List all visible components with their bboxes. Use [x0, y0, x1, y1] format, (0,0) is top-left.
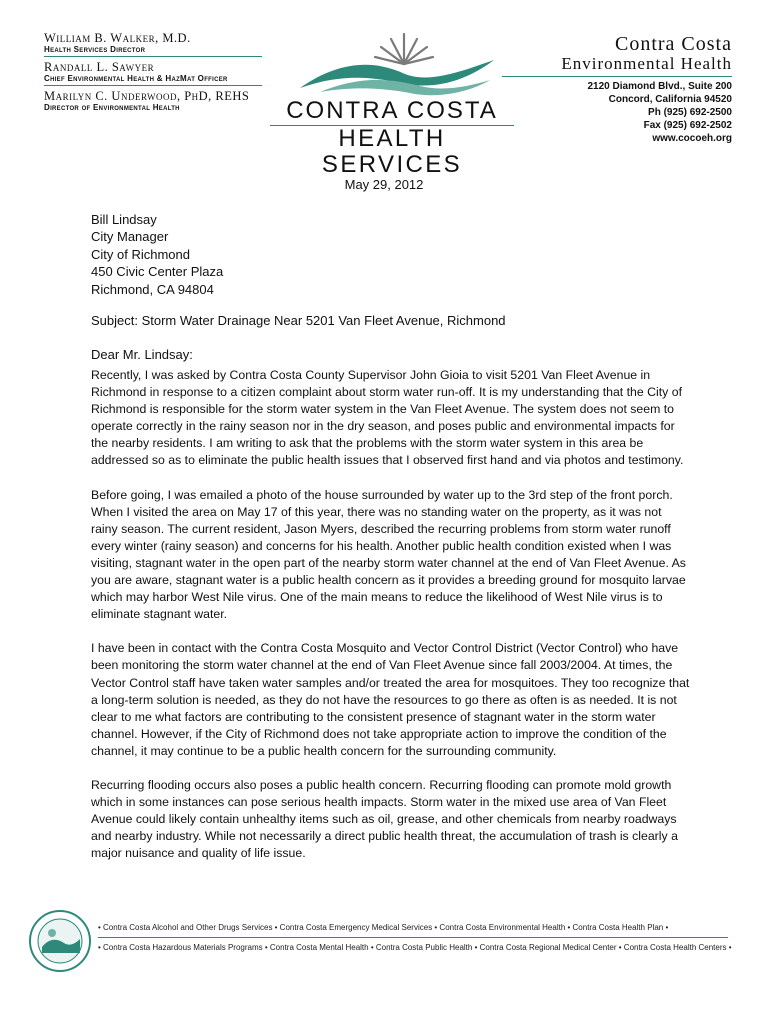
department-header — [502, 34, 732, 145]
phone-number: Ph (925) 692-2500 — [648, 107, 732, 118]
staff-entry — [44, 32, 262, 57]
department-address — [502, 80, 732, 145]
staff-title: Health Services Director — [44, 45, 262, 57]
staff-title: Chief Environmental Health & HazMat Officer — [44, 74, 262, 86]
letter-date: May 29, 2012 — [344, 177, 424, 192]
org-logo — [270, 30, 514, 178]
address-street: 2120 Diamond Blvd., Suite 200 — [587, 81, 732, 92]
body-paragraph: Recently, I was asked by Contra Costa County Supervisor John Gioia to visit 5201 Van Fleet Avenue in Richmond in response to a citizen complaint about storm water run-off. It is my understanding that the City of Richmond is responsible for the storm water system in the Van Fleet Avenue. The system does not seem to operate correctly in the rainy season nor in the dry season, and poses public and environmental impacts for the nearby residents. I am writing to ask that the problems with the storm water system in this area be addressed so as to eliminate the public health issues that I observed first hand and via photos and testimony. — [91, 368, 684, 468]
body-paragraph: Recurring flooding occurs also poses a public health concern. Recurring flooding can promote mold growth which in some instances can pose serious health impacts. Storm water in the mixed use area of Van Fleet Avenue could likely contain unhealthy items such as oil, grease, and other chemicals from nearby roadways and nearby industry. While not necessarily a direct public health threat, the accumulation of trash is clearly a major nuisance and quality of life issue. — [91, 777, 678, 861]
website-link[interactable]: www.cocoeh.org — [652, 133, 732, 144]
mountain-sun-icon — [280, 30, 504, 98]
staff-name: Marilyn C. Underwood, PhD, REHS — [44, 89, 250, 103]
staff-entry — [44, 90, 262, 114]
recipient-line: 450 Civic Center Plaza — [91, 264, 224, 280]
recipient-line: Richmond, CA 94804 — [91, 281, 214, 297]
fax-number: Fax (925) 692-2502 — [643, 120, 732, 131]
body-paragraph: Before going, I was emailed a photo of the house surrounded by water up to the 3rd step of the front porch. When I visited the area on May 17 of this year, there was no standing water on the property, as it was not rainy season. The current resident, Jason Myers, described the recurring problems from storm water runoff every winter (rainy season) and concerns for his health. Another public health condition existed when I was visiting, stagnant water in the open part of the nearby storm water channel at the end of Van Fleet Avenue. As you are aware, stagnant water is a public health concern as it provides a breeding ground for mosquito larvae which may harbor West Nile virus. One of the main means to reduce the likelihood of West Nile virus is to eliminate stagnant water. — [91, 487, 686, 622]
footer-services — [98, 922, 748, 954]
footer-divider — [98, 937, 728, 938]
county-seal-icon — [28, 909, 92, 978]
staff-title: Director of Environmental Health — [44, 103, 180, 112]
address-city: Concord, California 94520 — [608, 94, 732, 105]
department-name: Contra Costa — [615, 33, 732, 55]
body-paragraph: I have been in contact with the Contra Costa Mosquito and Vector Control District (Vector Control) who have been monitoring the storm water channel at the end of Van Fleet Avenue since fall 2003/2004. At times, the Vector Control staff have taken water samples and/or treated the area for mosquitoes. They too recognize that a long-term solution is needed, as they do not have the resources to go there as often is as needed. It is not clear to me what factors are contributing to the consistent presence of stagnant water in the storm water channel. However, if the City of Richmond does not take appropriate action to improve the condition of the channel, it may continue to be a public health concern for the surrounding community. — [91, 641, 690, 758]
letter-body — [91, 367, 691, 879]
staff-entry — [44, 61, 262, 86]
org-subtitle: HEALTH SERVICES — [321, 125, 463, 178]
recipient-line: City Manager — [91, 229, 169, 245]
staff-list — [44, 32, 262, 118]
department-name-line2: Environmental Health — [502, 54, 732, 77]
org-name: CONTRA COSTA — [270, 98, 514, 126]
recipient-line: Bill Lindsay — [91, 212, 157, 227]
letter-salutation: Dear Mr. Lindsay: — [91, 347, 193, 362]
recipient-address — [91, 211, 223, 298]
staff-name: Randall L. Sawyer — [44, 60, 155, 74]
staff-name: William B. Walker, M.D. — [44, 31, 191, 45]
footer-line: • Contra Costa Alcohol and Other Drugs Services • Contra Costa Emergency Medical Services • Contra Costa Environmental Health • Contra Costa Health Plan • — [98, 923, 669, 932]
letter-subject: Subject: Storm Water Drainage Near 5201 Van Fleet Avenue, Richmond — [91, 313, 506, 328]
footer-line: • Contra Costa Hazardous Materials Programs • Contra Costa Mental Health • Contra Costa Public Health • Contra Costa Regional Medical Center • Contra Costa Health Centers • — [98, 943, 732, 952]
recipient-line: City of Richmond — [91, 246, 190, 262]
